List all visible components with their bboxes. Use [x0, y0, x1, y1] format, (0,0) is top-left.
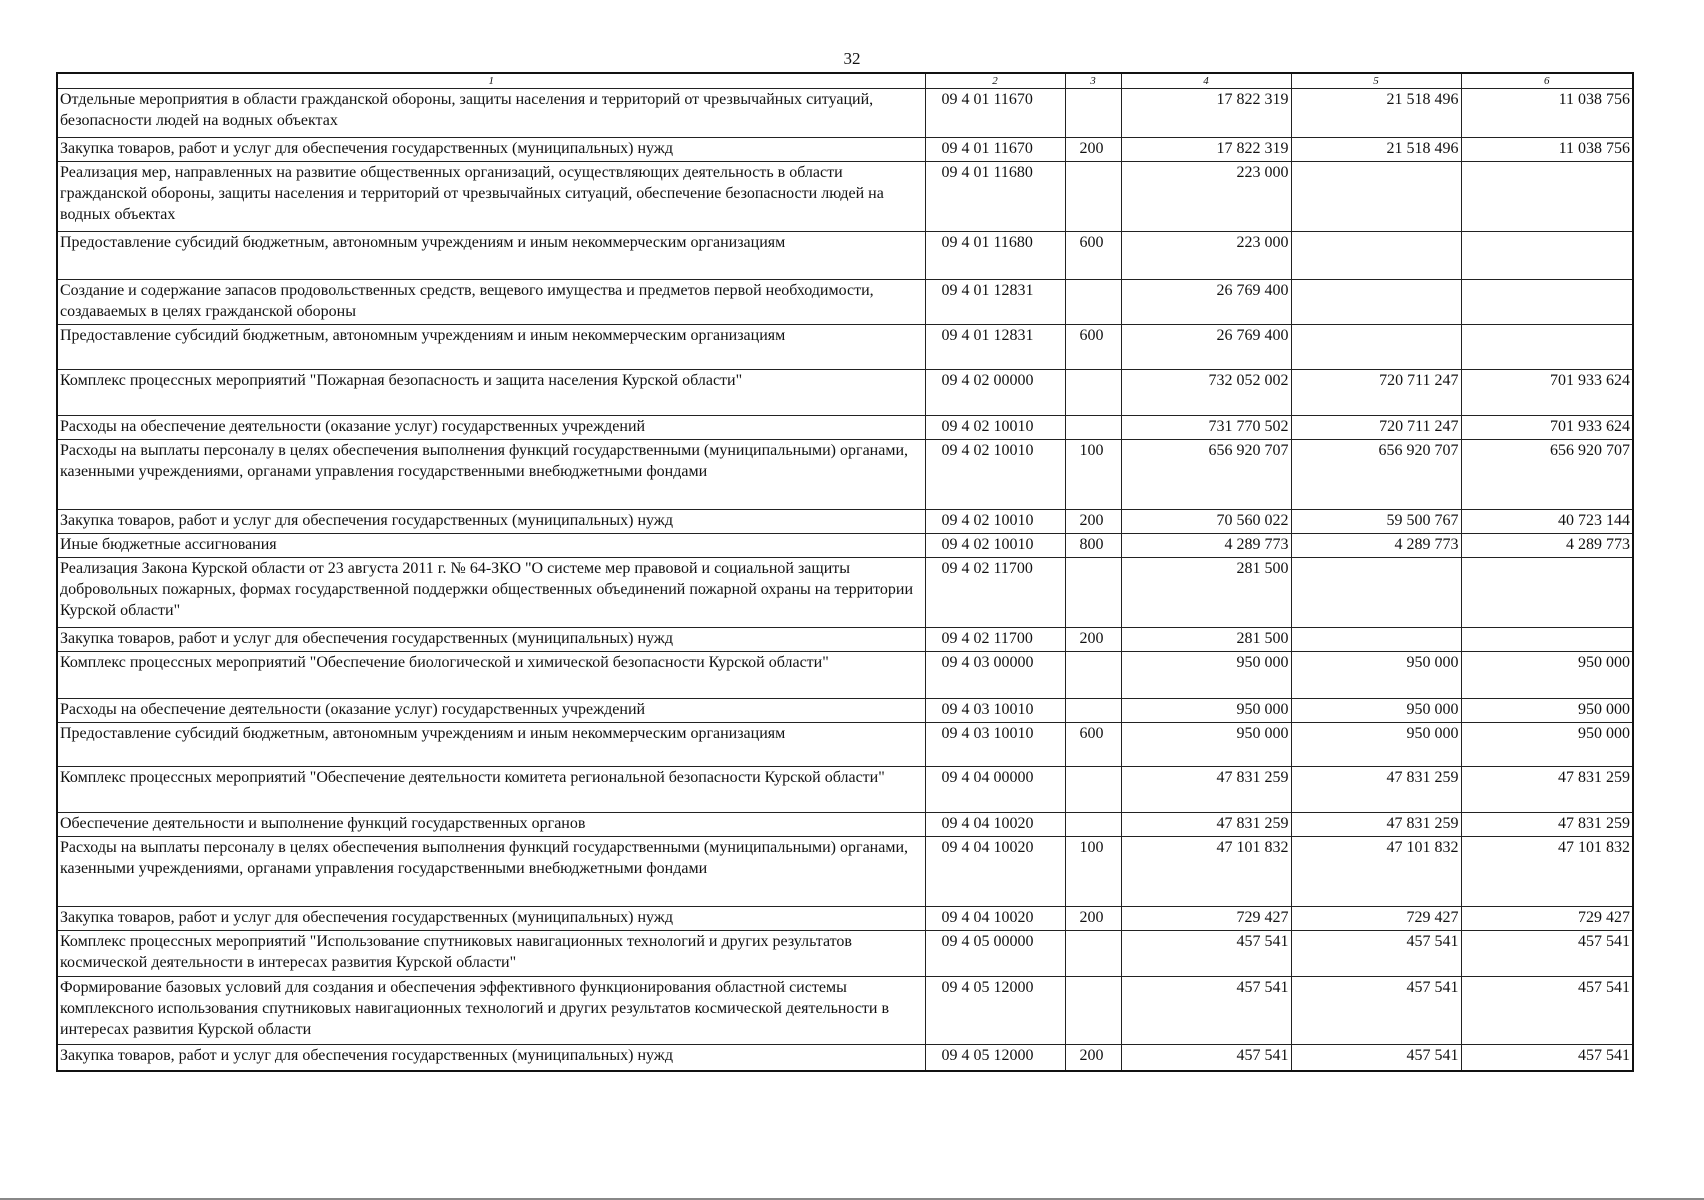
- row-name-cell: Комплекс процессных мероприятий "Обеспечение деятельности комитета региональной безопасности Курской области": [57, 767, 925, 813]
- row-name-cell: Предоставление субсидий бюджетным, автономным учреждениям и иным некоммерческим организациям: [57, 723, 925, 767]
- row-value-col4-cell: 457 541: [1121, 931, 1291, 977]
- row-code-cell: 09 4 01 11670: [925, 89, 1065, 138]
- row-value-col5-cell: [1291, 558, 1461, 628]
- row-expense-type-cell: 600: [1065, 325, 1121, 370]
- row-name-cell: Предоставление субсидий бюджетным, автономным учреждениям и иным некоммерческим организациям: [57, 325, 925, 370]
- row-expense-type-cell: [1065, 977, 1121, 1045]
- page-number: 32: [843, 49, 861, 68]
- row-code-cell: 09 4 05 12000: [925, 1045, 1065, 1071]
- row-code-cell: 09 4 02 10010: [925, 416, 1065, 440]
- table-row: [57, 558, 1633, 628]
- row-expense-type-cell: [1065, 280, 1121, 325]
- row-value-col5-cell: 47 831 259: [1291, 813, 1461, 837]
- row-value-col6-cell: 457 541: [1461, 1045, 1633, 1071]
- row-value-col6-cell: [1461, 232, 1633, 280]
- column-header-3: 3: [1065, 73, 1121, 89]
- row-name-cell: Комплекс процессных мероприятий "Использование спутниковых навигационных технологий и других результатов космической деятельности в интересах развития Курской области": [57, 931, 925, 977]
- row-value-col5-cell: 21 518 496: [1291, 89, 1461, 138]
- row-value-col6-cell: 950 000: [1461, 652, 1633, 699]
- row-value-col4-cell: 950 000: [1121, 699, 1291, 723]
- column-header-2: 2: [925, 73, 1065, 89]
- row-code-cell: 09 4 01 11670: [925, 138, 1065, 162]
- row-expense-type-cell: 200: [1065, 1045, 1121, 1071]
- row-value-col5-cell: 4 289 773: [1291, 534, 1461, 558]
- row-value-col5-cell: 950 000: [1291, 652, 1461, 699]
- table-row: [57, 652, 1633, 699]
- row-code-cell: 09 4 02 11700: [925, 628, 1065, 652]
- row-value-col4-cell: 26 769 400: [1121, 280, 1291, 325]
- row-code-cell: 09 4 04 00000: [925, 767, 1065, 813]
- row-name-cell: Закупка товаров, работ и услуг для обеспечения государственных (муниципальных) нужд: [57, 907, 925, 931]
- row-expense-type-cell: [1065, 370, 1121, 416]
- row-code-cell: 09 4 01 12831: [925, 280, 1065, 325]
- row-value-col5-cell: 47 101 832: [1291, 837, 1461, 907]
- table-row: [57, 813, 1633, 837]
- row-value-col6-cell: [1461, 325, 1633, 370]
- column-header-5: 5: [1291, 73, 1461, 89]
- row-expense-type-cell: [1065, 162, 1121, 232]
- row-value-col5-cell: 59 500 767: [1291, 510, 1461, 534]
- row-value-col5-cell: 21 518 496: [1291, 138, 1461, 162]
- column-number-header-row: [57, 73, 1633, 89]
- table-row: [57, 699, 1633, 723]
- row-expense-type-cell: [1065, 699, 1121, 723]
- row-value-col5-cell: [1291, 325, 1461, 370]
- row-value-col5-cell: 457 541: [1291, 1045, 1461, 1071]
- column-header-4: 4: [1121, 73, 1291, 89]
- row-code-cell: 09 4 01 11680: [925, 162, 1065, 232]
- row-name-cell: Формирование базовых условий для создания и обеспечения эффективного функционирования областной системы комплексного использования спутниковых навигационных технологий и других результатов космической деятельности в интересах развития Курской области: [57, 977, 925, 1045]
- row-value-col6-cell: 950 000: [1461, 723, 1633, 767]
- row-value-col6-cell: 701 933 624: [1461, 370, 1633, 416]
- table-row: [57, 907, 1633, 931]
- row-name-cell: Создание и содержание запасов продовольственных средств, вещевого имущества и предметов первой необходимости, создаваемых в целях гражданской обороны: [57, 280, 925, 325]
- row-code-cell: 09 4 01 11680: [925, 232, 1065, 280]
- row-value-col5-cell: 656 920 707: [1291, 440, 1461, 510]
- row-name-cell: Расходы на выплаты персоналу в целях обеспечения выполнения функций государственными (муниципальными) органами, казенными учреждениями, органами управления государственными внебюджетными фондами: [57, 440, 925, 510]
- row-value-col4-cell: 17 822 319: [1121, 138, 1291, 162]
- row-value-col6-cell: 457 541: [1461, 977, 1633, 1045]
- table-row: [57, 325, 1633, 370]
- row-value-col4-cell: 729 427: [1121, 907, 1291, 931]
- row-code-cell: 09 4 02 00000: [925, 370, 1065, 416]
- table-row: [57, 370, 1633, 416]
- row-value-col5-cell: 950 000: [1291, 723, 1461, 767]
- row-name-cell: Иные бюджетные ассигнования: [57, 534, 925, 558]
- row-name-cell: Реализация мер, направленных на развитие общественных организаций, осуществляющих деятельность в области гражданской обороны, защиты населения и территорий от чрезвычайных ситуаций, обеспечение безопасности людей на водных объектах: [57, 162, 925, 232]
- row-code-cell: 09 4 02 10010: [925, 534, 1065, 558]
- row-value-col4-cell: 950 000: [1121, 652, 1291, 699]
- row-name-cell: Отдельные мероприятия в области гражданской обороны, защиты населения и территорий от чрезвычайных ситуаций, безопасности людей на водных объектах: [57, 89, 925, 138]
- row-code-cell: 09 4 02 11700: [925, 558, 1065, 628]
- row-value-col4-cell: 281 500: [1121, 628, 1291, 652]
- row-value-col5-cell: 720 711 247: [1291, 416, 1461, 440]
- row-code-cell: 09 4 03 10010: [925, 723, 1065, 767]
- row-value-col4-cell: 457 541: [1121, 977, 1291, 1045]
- row-name-cell: Предоставление субсидий бюджетным, автономным учреждениям и иным некоммерческим организациям: [57, 232, 925, 280]
- table-row: [57, 837, 1633, 907]
- row-value-col6-cell: 656 920 707: [1461, 440, 1633, 510]
- column-header-6: 6: [1461, 73, 1633, 89]
- row-value-col5-cell: 720 711 247: [1291, 370, 1461, 416]
- row-value-col5-cell: 457 541: [1291, 977, 1461, 1045]
- row-name-cell: Закупка товаров, работ и услуг для обеспечения государственных (муниципальных) нужд: [57, 628, 925, 652]
- row-name-cell: Обеспечение деятельности и выполнение функций государственных органов: [57, 813, 925, 837]
- row-name-cell: Комплекс процессных мероприятий "Пожарная безопасность и защита населения Курской области": [57, 370, 925, 416]
- row-code-cell: 09 4 05 00000: [925, 931, 1065, 977]
- row-value-col5-cell: 729 427: [1291, 907, 1461, 931]
- row-value-col4-cell: 26 769 400: [1121, 325, 1291, 370]
- budget-table: [56, 72, 1634, 1072]
- table-row: [57, 162, 1633, 232]
- table-row: [57, 280, 1633, 325]
- table-row: [57, 931, 1633, 977]
- row-name-cell: Расходы на выплаты персоналу в целях обеспечения выполнения функций государственными (муниципальными) органами, казенными учреждениями, органами управления государственными внебюджетными фондами: [57, 837, 925, 907]
- row-value-col5-cell: 950 000: [1291, 699, 1461, 723]
- row-expense-type-cell: [1065, 416, 1121, 440]
- row-expense-type-cell: 200: [1065, 138, 1121, 162]
- row-code-cell: 09 4 02 10010: [925, 510, 1065, 534]
- column-header-1: 1: [57, 73, 925, 89]
- row-expense-type-cell: [1065, 652, 1121, 699]
- row-value-col4-cell: 281 500: [1121, 558, 1291, 628]
- row-value-col6-cell: [1461, 280, 1633, 325]
- row-value-col6-cell: 729 427: [1461, 907, 1633, 931]
- table-row: [57, 534, 1633, 558]
- row-name-cell: Закупка товаров, работ и услуг для обеспечения государственных (муниципальных) нужд: [57, 510, 925, 534]
- row-name-cell: Реализация Закона Курской области от 23 августа 2011 г. № 64-ЗКО "О системе мер правовой и социальной защиты добровольных пожарных, формах государственной поддержки общественных объединений пожарной охраны на территории Курской области": [57, 558, 925, 628]
- table-row: [57, 89, 1633, 138]
- row-expense-type-cell: 200: [1065, 907, 1121, 931]
- table-row: [57, 723, 1633, 767]
- table-body: [57, 89, 1633, 1071]
- row-value-col6-cell: 47 831 259: [1461, 767, 1633, 813]
- table-row: [57, 1045, 1633, 1071]
- row-expense-type-cell: 600: [1065, 723, 1121, 767]
- row-name-cell: Расходы на обеспечение деятельности (оказание услуг) государственных учреждений: [57, 699, 925, 723]
- row-name-cell: Расходы на обеспечение деятельности (оказание услуг) государственных учреждений: [57, 416, 925, 440]
- row-expense-type-cell: 200: [1065, 628, 1121, 652]
- row-expense-type-cell: 100: [1065, 837, 1121, 907]
- table-row: [57, 510, 1633, 534]
- row-value-col6-cell: 11 038 756: [1461, 89, 1633, 138]
- row-value-col4-cell: 47 831 259: [1121, 767, 1291, 813]
- row-value-col6-cell: 40 723 144: [1461, 510, 1633, 534]
- row-value-col4-cell: 656 920 707: [1121, 440, 1291, 510]
- row-expense-type-cell: 200: [1065, 510, 1121, 534]
- table-row: [57, 232, 1633, 280]
- table-row: [57, 628, 1633, 652]
- row-code-cell: 09 4 02 10010: [925, 440, 1065, 510]
- row-value-col5-cell: [1291, 280, 1461, 325]
- row-expense-type-cell: [1065, 558, 1121, 628]
- table-row: [57, 767, 1633, 813]
- row-value-col5-cell: [1291, 162, 1461, 232]
- row-value-col6-cell: [1461, 628, 1633, 652]
- row-value-col5-cell: 47 831 259: [1291, 767, 1461, 813]
- row-code-cell: 09 4 03 00000: [925, 652, 1065, 699]
- row-value-col4-cell: 457 541: [1121, 1045, 1291, 1071]
- row-value-col4-cell: 731 770 502: [1121, 416, 1291, 440]
- row-value-col6-cell: 47 831 259: [1461, 813, 1633, 837]
- table-row: [57, 416, 1633, 440]
- row-value-col4-cell: 732 052 002: [1121, 370, 1291, 416]
- row-expense-type-cell: [1065, 767, 1121, 813]
- row-value-col6-cell: [1461, 162, 1633, 232]
- row-code-cell: 09 4 04 10020: [925, 907, 1065, 931]
- row-code-cell: 09 4 01 12831: [925, 325, 1065, 370]
- row-value-col6-cell: 47 101 832: [1461, 837, 1633, 907]
- row-value-col4-cell: 47 831 259: [1121, 813, 1291, 837]
- table-row: [57, 138, 1633, 162]
- row-value-col4-cell: 70 560 022: [1121, 510, 1291, 534]
- row-value-col5-cell: [1291, 628, 1461, 652]
- row-value-col6-cell: 701 933 624: [1461, 416, 1633, 440]
- row-value-col6-cell: 4 289 773: [1461, 534, 1633, 558]
- row-value-col4-cell: 950 000: [1121, 723, 1291, 767]
- row-expense-type-cell: [1065, 931, 1121, 977]
- row-value-col4-cell: 47 101 832: [1121, 837, 1291, 907]
- row-expense-type-cell: [1065, 813, 1121, 837]
- row-name-cell: Закупка товаров, работ и услуг для обеспечения государственных (муниципальных) нужд: [57, 1045, 925, 1071]
- row-value-col4-cell: 223 000: [1121, 162, 1291, 232]
- table-row: [57, 440, 1633, 510]
- row-value-col4-cell: 223 000: [1121, 232, 1291, 280]
- row-name-cell: Комплекс процессных мероприятий "Обеспечение биологической и химической безопасности Курской области": [57, 652, 925, 699]
- row-value-col5-cell: [1291, 232, 1461, 280]
- row-value-col6-cell: 950 000: [1461, 699, 1633, 723]
- row-code-cell: 09 4 05 12000: [925, 977, 1065, 1045]
- row-value-col6-cell: 457 541: [1461, 931, 1633, 977]
- row-value-col5-cell: 457 541: [1291, 931, 1461, 977]
- row-code-cell: 09 4 04 10020: [925, 837, 1065, 907]
- row-name-cell: Закупка товаров, работ и услуг для обеспечения государственных (муниципальных) нужд: [57, 138, 925, 162]
- row-value-col6-cell: 11 038 756: [1461, 138, 1633, 162]
- row-expense-type-cell: [1065, 89, 1121, 138]
- row-value-col4-cell: 4 289 773: [1121, 534, 1291, 558]
- row-value-col6-cell: [1461, 558, 1633, 628]
- row-value-col4-cell: 17 822 319: [1121, 89, 1291, 138]
- row-expense-type-cell: 100: [1065, 440, 1121, 510]
- row-expense-type-cell: 800: [1065, 534, 1121, 558]
- row-code-cell: 09 4 04 10020: [925, 813, 1065, 837]
- row-expense-type-cell: 600: [1065, 232, 1121, 280]
- row-code-cell: 09 4 03 10010: [925, 699, 1065, 723]
- table-row: [57, 977, 1633, 1045]
